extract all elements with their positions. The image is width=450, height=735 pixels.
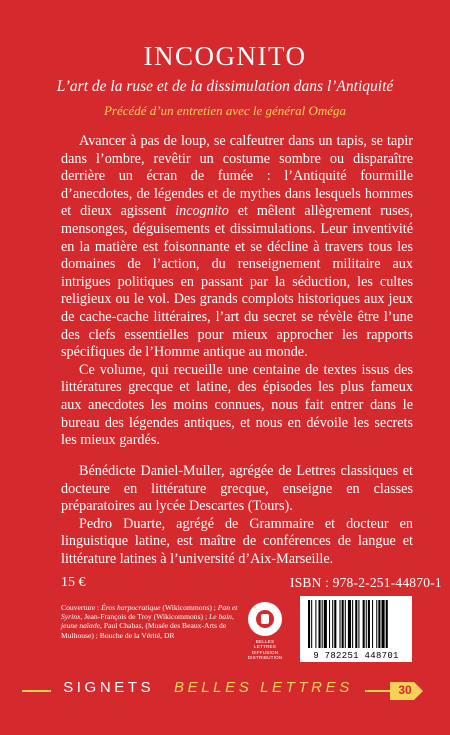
blurb-paragraph-2: Ce volume, qui recueille une centaine de textes issus des littératures grecque et latine, des épisodes les plus fameux aux anecdotes les moins connues, nous fait entrer dans le bureau des légendes antiques, et nous en dévoile les secrets les mieux gardés. xyxy=(61,361,413,449)
publisher-seal-icon xyxy=(248,602,282,636)
isbn: ISBN : 978-2-251-44870-1 xyxy=(290,575,442,590)
blurb-paragraph-1: Avancer à pas de loup, se calfeutrer dans un tapis, se tapir dans l’ombre, revêtir un costume sombre ou disparaître derrière un écran de fumée : l’Antiquité fourmille d’anecdotes, de légendes et de mythes dans lesquels hommes et dieux agissent incognito et mêlent allègrement ruses, mensonges, déguisements et dissimulations. Leur inventivité en la matière est foisonnante et se décline à travers tous les domaines de l’action, du renseignement militaire aux intrigues politiques en passant par la séduction, les cultes religieux ou le vol. Des grands complots historiques aux jeux de cache-cache littéraires, l’art du secret se révèle être l’une des clefs essentielles pour mieux approcher les rapports spécifiques de l’Homme antique au monde. xyxy=(61,133,413,361)
book-preface-note: Précédé d’un entretien avec le général Oméga xyxy=(103,103,347,118)
barcode xyxy=(300,596,412,662)
book-subtitle: L’art de la ruse et de la dissimulation dans l’Antiquité xyxy=(56,78,394,95)
price: 15 € xyxy=(61,575,86,590)
cover-credits: Couverture : Éros harpocratique (Wikicommons) ; Pan et Syrinx, Jean-François de Troy (Wikicommons) ; Le bain, jeune naïade, Paul Chabas, (Musée des Beaux-Arts de Mulhouse) ; Bouche de la Vérité, DR xyxy=(61,603,238,640)
blurb-emphasis: incognito xyxy=(175,203,229,220)
author-bios xyxy=(61,463,413,569)
author-bio-2: Pedro Duarte, agrégé de Grammaire et docteur en linguistique latine, est maître de conférences de langue et littérature latines à l’université d’Aix-Marseille. xyxy=(61,515,413,567)
blurb xyxy=(61,133,413,450)
barcode-bars-icon xyxy=(300,596,412,652)
series-number: 30 xyxy=(398,683,412,697)
book-title: INCOGNITO xyxy=(143,41,307,71)
series-name: SIGNETS BELLES LETTRES xyxy=(22,679,394,696)
series-banner xyxy=(22,679,424,703)
publisher-logo-text: BELLES LETTRES DIFFUSION DISTRIBUTION xyxy=(247,639,283,661)
author-bio-1: Bénédicte Daniel-Muller, agrégée de Lettres classiques et docteure en littérature grecque, enseigne en classes préparatoires au lycée Descartes (Tours). xyxy=(61,463,413,515)
publisher-logo xyxy=(244,602,286,664)
barcode-digits: 9 782251 448701 xyxy=(313,651,399,661)
